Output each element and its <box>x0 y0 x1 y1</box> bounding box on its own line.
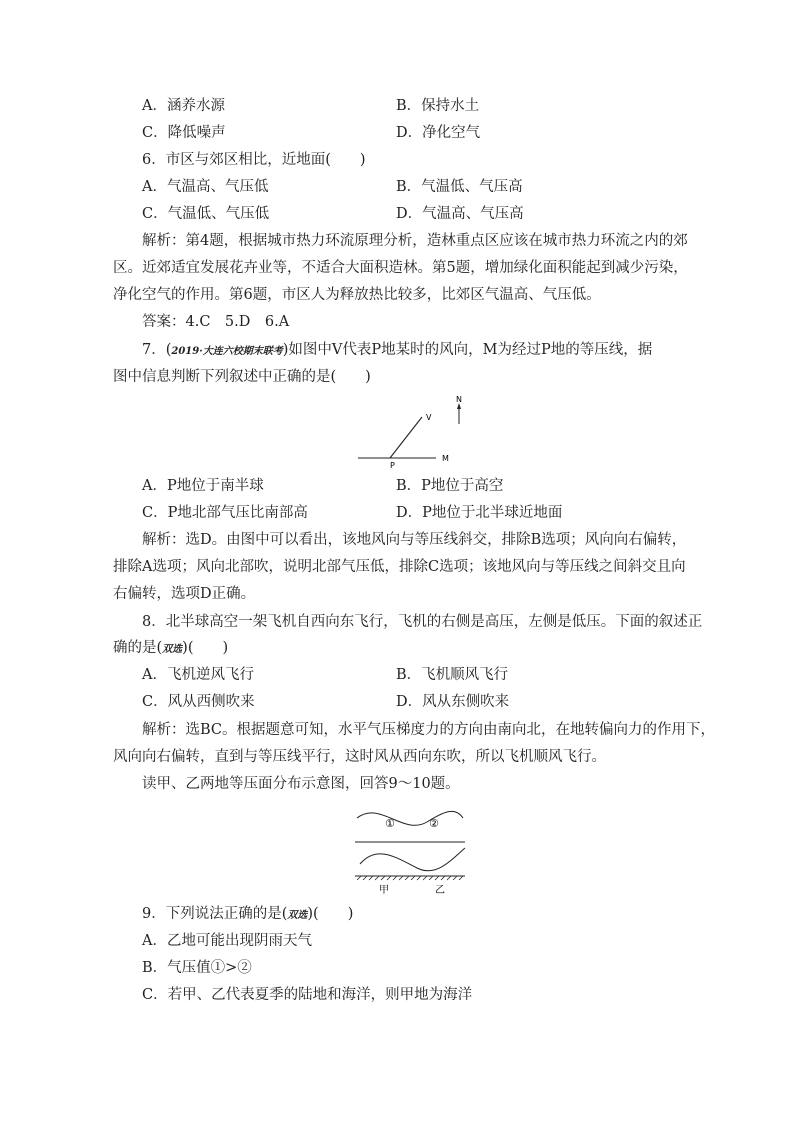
q9-option-c: C．若甲、乙代表夏季的陆地和海洋，则甲地为海洋 <box>142 987 473 1003</box>
q9-stem-pre: 9．下列说法正确的是( <box>142 906 288 922</box>
q8-option-c: C．风从西侧吹来 <box>142 694 255 710</box>
q7-stem-rest: )如图中V代表P地某时的风向，M为经过P地的等压线，据 <box>282 342 653 358</box>
q7-stem <box>142 340 652 362</box>
analysis-4-6-line: 解析：第4题，根据城市热力环流原理分析，造林重点区应该在城市热力环流之内的郊 <box>142 233 688 249</box>
q9-stem <box>142 904 353 926</box>
q9-10-intro: 读甲、乙两地等压面分布示意图，回答9～10题。 <box>142 776 460 792</box>
q6-option-a: A．气温高、气压低 <box>142 179 269 195</box>
q7-analysis-line: 右偏转，选项D正确。 <box>113 586 256 602</box>
label-2: ② <box>429 817 439 830</box>
label-n: N <box>456 395 462 404</box>
q8-analysis-line: 风向向右偏转，直到与等压线平行，这时风从西向东吹，所以飞机顺风飞行。 <box>113 749 606 765</box>
q7-option-b: B．P地位于高空 <box>396 478 504 494</box>
q7-wind-diagram <box>350 392 460 472</box>
q6-option-c: C．气温低、气压低 <box>142 206 270 222</box>
q9-tag: 双选 <box>287 910 308 921</box>
q8-stem-pre: 确的是( <box>113 640 163 656</box>
label-yi: 乙 <box>435 885 445 896</box>
label-1: ① <box>385 817 395 830</box>
q9-option-a: A．乙地可能出现阴雨天气 <box>142 933 312 949</box>
q7-source: 2019·大连六校期末联考 <box>171 346 283 357</box>
q5-option-d: D．净化空气 <box>396 125 481 141</box>
analysis-4-6-line: 净化空气的作用。第6题，市区人为释放热比较多，比郊区气温高、气压低。 <box>113 287 601 303</box>
q5-option-a: A．涵养水源 <box>142 98 225 114</box>
upper-isobaric-surface <box>357 811 463 825</box>
q8-stem-post: )( ) <box>182 640 229 656</box>
q7-analysis-line: 解析：选D。由图中可以看出，该地风向与等压线斜交，排除B选项；风向向右偏转， <box>142 532 687 548</box>
q5-option-c: C．降低噪声 <box>142 125 226 141</box>
q9-stem-post: )( ) <box>307 906 354 922</box>
q5-option-b: B．保持水土 <box>396 98 480 114</box>
isobar-surface-diagram <box>355 806 470 898</box>
q8-option-d: D．风从东侧吹来 <box>396 694 510 710</box>
q7-analysis-line: 排除A选项；风向北部吹，说明北部气压低，排除C选项；该地风向与等压线之间斜交且向 <box>113 559 686 575</box>
q9-option-b: B．气压值①>② <box>142 960 252 976</box>
q7-option-c: C．P地北部气压比南部高 <box>142 505 308 521</box>
lower-isobaric-surface <box>360 848 465 871</box>
ground-hatch <box>357 876 463 880</box>
label-v: V <box>426 413 432 422</box>
label-p: P <box>390 461 395 470</box>
q6-option-d: D．气温高、气压高 <box>396 206 524 222</box>
q8-stem-line2 <box>113 638 228 660</box>
q6-option-b: B．气温低、气压高 <box>396 179 523 195</box>
q8-analysis-line: 解析：选BC。根据题意可知，水平气压梯度力的方向由南向北，在地转偏向力的作用下， <box>142 722 716 738</box>
wind-vector-v <box>390 417 422 458</box>
q7-number: 7．( <box>142 342 172 358</box>
q7-option-a: A．P地位于南半球 <box>142 478 264 494</box>
q8-tag: 双选 <box>162 644 183 655</box>
q7-option-d: D．P地位于北半球近地面 <box>396 505 563 521</box>
q7-stem-line2: 图中信息判断下列叙述中正确的是( ) <box>113 369 371 385</box>
q8-option-b: B．飞机顺风飞行 <box>396 667 509 683</box>
analysis-4-6-line: 区。近郊适宜发展花卉业等，不适合大面积造林。第5题，增加绿化面积能起到减少污染， <box>113 260 688 276</box>
label-jia: 甲 <box>379 885 389 896</box>
answers-4-6: 答案：4.C 5.D 6.A <box>142 314 290 330</box>
q8-option-a: A．飞机逆风飞行 <box>142 667 254 683</box>
q6-stem: 6．市区与郊区相比，近地面( ) <box>142 152 366 168</box>
label-m: M <box>442 454 449 463</box>
q8-stem-line1: 8．北半球高空一架飞机自西向东飞行，飞机的右侧是高压，左侧是低压。下面的叙述正 <box>142 614 703 630</box>
